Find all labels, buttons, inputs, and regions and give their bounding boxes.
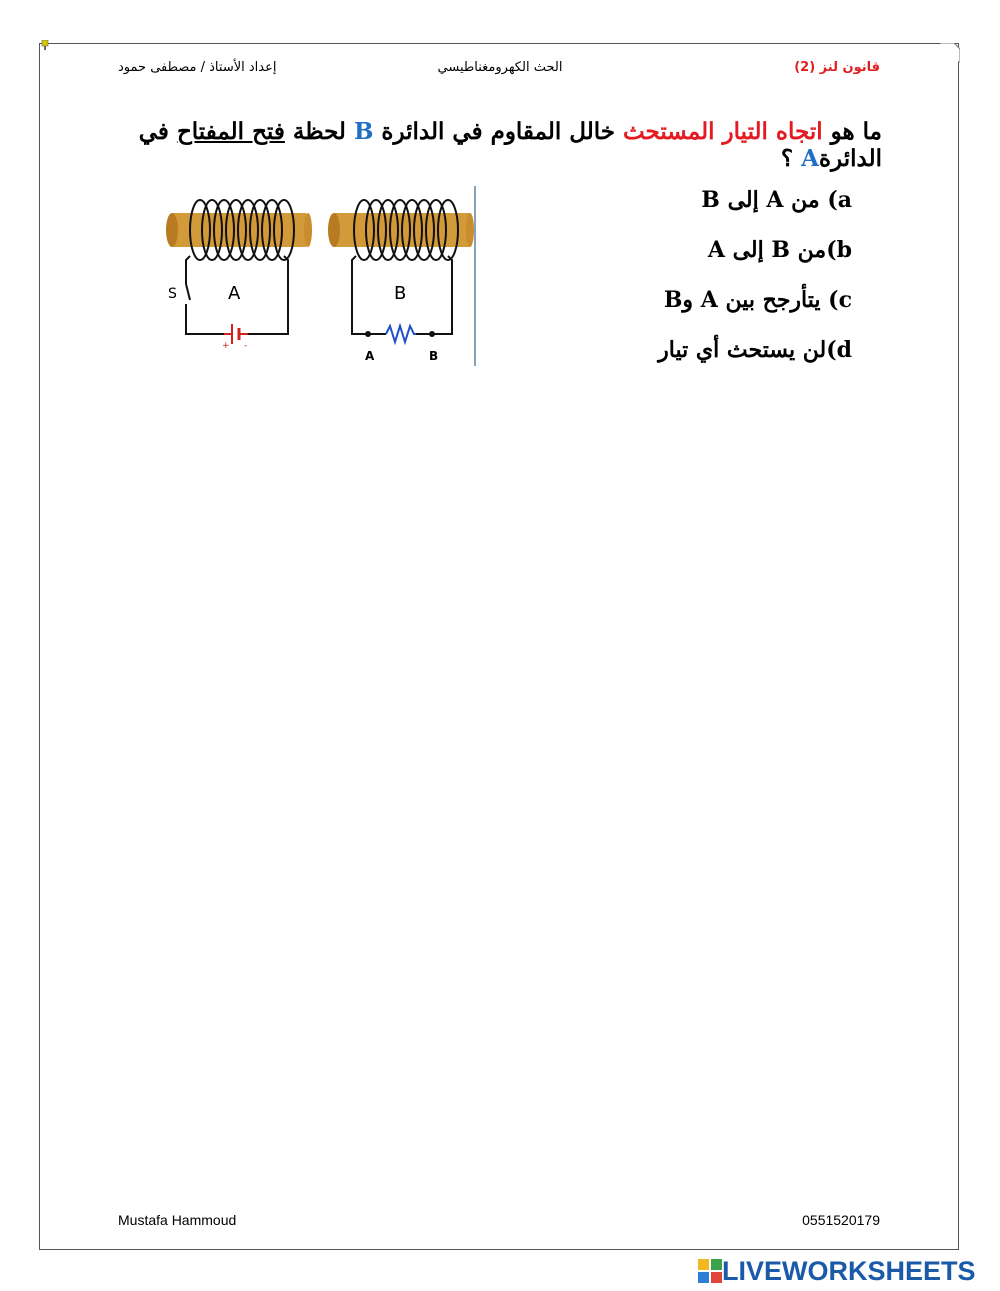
question-part: خالل المقاوم في الدائرة <box>373 118 623 145</box>
question-circuit-a: A <box>801 145 819 172</box>
terminal-a-dot <box>365 331 371 337</box>
question-highlight-current-direction: اتجاه التيار المستحث <box>622 118 823 145</box>
minus-sign: - <box>244 341 248 351</box>
terminal-b-label: B <box>429 349 439 363</box>
plus-sign: + <box>222 341 230 351</box>
footer-name: Mustafa Hammoud <box>118 1212 237 1228</box>
option-text: ) يتأرجح بين A وB <box>663 287 839 313</box>
option-letter: d <box>836 337 852 363</box>
option-letter: b <box>836 237 852 263</box>
option-letter: c <box>838 287 852 313</box>
question-circuit-b: B <box>353 118 374 145</box>
question-part: ؟ <box>780 145 802 172</box>
terminal-b-dot <box>429 331 435 337</box>
page-fold-corner <box>940 43 960 63</box>
question-part: ما هو <box>822 118 882 145</box>
option-letter: a <box>837 187 852 213</box>
question-part: في الدائرة <box>138 118 882 172</box>
anchor-icon <box>41 40 49 50</box>
topic-title: الحث الكهرومغناطيسي <box>437 60 563 75</box>
switch-label: S <box>168 286 177 302</box>
liveworksheets-icon <box>698 1259 722 1283</box>
terminal-a-label: A <box>365 349 375 363</box>
option-c[interactable] <box>532 280 852 330</box>
option-b[interactable] <box>532 230 852 280</box>
coil-b-label: B <box>394 283 407 304</box>
option-a[interactable] <box>532 180 852 230</box>
circuit-diagram <box>164 186 477 366</box>
question-part: لحظة <box>284 118 354 145</box>
option-text: )من B إلى A <box>707 237 837 263</box>
question-text <box>122 118 882 172</box>
answer-options <box>532 180 852 380</box>
footer-phone: 0551520179 <box>802 1212 880 1228</box>
option-text: )لن يستحث أي تيار <box>658 337 837 363</box>
liveworksheets-wordmark: LIVEWORKSHEETS <box>722 1255 976 1286</box>
liveworksheets-logo[interactable] <box>698 1257 976 1285</box>
option-text: ) من A إلى B <box>701 187 838 213</box>
coil-a-label: A <box>228 283 241 304</box>
question-underlined-switch: فتح المفتاح <box>176 118 285 145</box>
lesson-title: قانون لنز (2) <box>794 60 880 75</box>
option-d[interactable] <box>532 330 852 380</box>
author-credit: إعداد الأستاذ / مصطفى حمود <box>118 60 277 75</box>
